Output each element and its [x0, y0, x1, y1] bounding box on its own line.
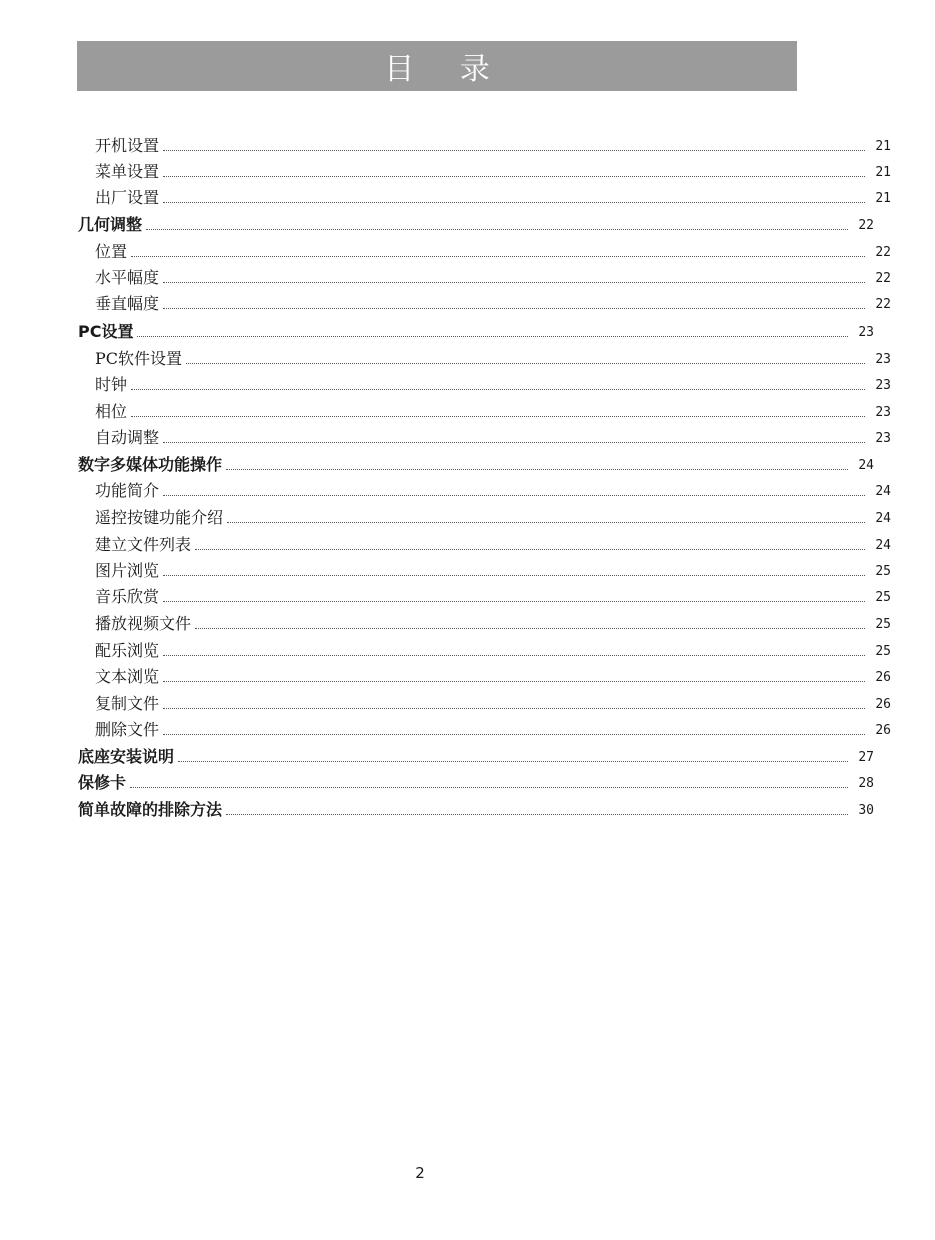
- toc-entry-page: 25: [875, 644, 891, 659]
- toc-entry-page: 25: [875, 564, 891, 579]
- toc-entry-page: 22: [875, 271, 891, 286]
- toc-entry-label: 菜单设置: [95, 162, 160, 181]
- dot-leader: [195, 628, 865, 629]
- toc-entry[interactable]: [0, 688, 935, 714]
- toc-entry-page: 26: [875, 670, 891, 685]
- dot-leader: [163, 176, 865, 177]
- toc-entry[interactable]: [0, 288, 935, 314]
- dot-leader: [163, 655, 865, 656]
- toc-entry[interactable]: [0, 182, 935, 208]
- toc-entry-page: 24: [875, 511, 891, 526]
- toc-entry[interactable]: [0, 343, 935, 369]
- dot-leader: [146, 229, 848, 230]
- toc-entry-label: 相位: [95, 402, 128, 421]
- dot-leader: [163, 308, 865, 309]
- toc-entry-page: 23: [875, 405, 891, 420]
- toc-entry[interactable]: [0, 581, 935, 607]
- toc-entry-page: 22: [875, 297, 891, 312]
- dot-leader: [163, 495, 865, 496]
- toc-entry[interactable]: [0, 130, 935, 156]
- toc-entry-page: 23: [875, 431, 891, 446]
- dot-leader: [163, 734, 865, 735]
- dot-leader: [226, 469, 848, 470]
- toc-entry-label: 数字多媒体功能操作: [78, 455, 223, 474]
- toc-entry[interactable]: [0, 449, 918, 475]
- toc-entry-page: 21: [875, 191, 891, 206]
- toc-entry-label: 垂直幅度: [95, 294, 160, 313]
- toc-entry-page: 24: [858, 458, 874, 473]
- toc-entry-page: 22: [858, 218, 874, 233]
- toc-entry[interactable]: [0, 236, 935, 262]
- dot-leader: [163, 150, 865, 151]
- toc-entry[interactable]: [0, 475, 935, 501]
- toc-entry-label: 建立文件列表: [95, 535, 192, 554]
- dot-leader: [163, 202, 865, 203]
- dot-leader: [163, 681, 865, 682]
- toc-entry[interactable]: [0, 156, 935, 182]
- toc-entry-label: 位置: [95, 242, 128, 261]
- toc-entry-label: 文本浏览: [95, 667, 160, 686]
- toc-entry-label: PC软件设置: [95, 349, 183, 368]
- dot-leader: [131, 256, 865, 257]
- toc-entry-label: 几何调整: [78, 215, 143, 234]
- toc-entry-page: 22: [875, 245, 891, 260]
- dot-leader: [163, 282, 865, 283]
- toc-entry-label: 播放视频文件: [95, 614, 192, 633]
- dot-leader: [131, 389, 865, 390]
- toc-entry-label: 水平幅度: [95, 268, 160, 287]
- page-title: 目 录: [384, 52, 508, 87]
- toc-entry-page: 24: [875, 484, 891, 499]
- toc-entry-page: 28: [858, 776, 874, 791]
- toc-entry-label: 图片浏览: [95, 561, 160, 580]
- toc-entry-label: 底座安装说明: [78, 747, 175, 766]
- toc-entry-label: 出厂设置: [95, 188, 160, 207]
- toc-entry-page: 26: [875, 723, 891, 738]
- toc-entry[interactable]: [0, 555, 935, 581]
- toc-entry-label: 删除文件: [95, 720, 160, 739]
- dot-leader: [131, 416, 865, 417]
- toc-entry[interactable]: [0, 529, 935, 555]
- dot-leader: [163, 601, 865, 602]
- dot-leader: [227, 522, 865, 523]
- toc-entry-page: 21: [875, 139, 891, 154]
- toc-entry[interactable]: [0, 635, 935, 661]
- toc-entry-page: 30: [858, 803, 874, 818]
- dot-leader: [137, 336, 848, 337]
- page-number: 2: [415, 1164, 425, 1182]
- toc-entry[interactable]: [0, 369, 935, 395]
- toc-entry-page: 23: [875, 352, 891, 367]
- toc-entry-page: 23: [875, 378, 891, 393]
- toc-entry-label: PC设置: [78, 322, 134, 341]
- toc-entry-label: 功能简介: [95, 481, 160, 500]
- dot-leader: [186, 363, 865, 364]
- toc-entry[interactable]: [0, 794, 918, 820]
- toc-entry[interactable]: [0, 209, 918, 235]
- dot-leader: [130, 787, 848, 788]
- toc-entry-label: 开机设置: [95, 136, 160, 155]
- toc-entry[interactable]: [0, 767, 918, 793]
- toc-entry-label: 时钟: [95, 375, 128, 394]
- toc-entry-page: 27: [858, 750, 874, 765]
- toc-entry-page: 25: [875, 590, 891, 605]
- toc-entry-label: 简单故障的排除方法: [78, 800, 223, 819]
- dot-leader: [163, 575, 865, 576]
- toc-entry-page: 24: [875, 538, 891, 553]
- toc-entry[interactable]: [0, 316, 918, 342]
- toc-entry-page: 26: [875, 697, 891, 712]
- toc-entry[interactable]: [0, 714, 935, 740]
- toc-entry[interactable]: [0, 262, 935, 288]
- toc-entry-label: 保修卡: [78, 773, 127, 792]
- toc-entry-label: 音乐欣赏: [95, 587, 160, 606]
- toc-entry-label: 配乐浏览: [95, 641, 160, 660]
- toc-entry-page: 25: [875, 617, 891, 632]
- toc-entry[interactable]: [0, 608, 935, 634]
- dot-leader: [178, 761, 848, 762]
- toc-header-bar: [77, 41, 797, 91]
- toc-entry[interactable]: [0, 741, 918, 767]
- toc-entry[interactable]: [0, 422, 935, 448]
- toc-entry-page: 23: [858, 325, 874, 340]
- toc-entry-label: 复制文件: [95, 694, 160, 713]
- toc-entry-page: 21: [875, 165, 891, 180]
- toc-entry-label: 遥控按键功能介绍: [95, 508, 224, 527]
- dot-leader: [226, 814, 848, 815]
- toc-entry[interactable]: [0, 661, 935, 687]
- toc-entry[interactable]: [0, 396, 935, 422]
- dot-leader: [163, 708, 865, 709]
- toc-entry[interactable]: [0, 502, 935, 528]
- dot-leader: [163, 442, 865, 443]
- dot-leader: [195, 549, 865, 550]
- toc-entry-label: 自动调整: [95, 428, 160, 447]
